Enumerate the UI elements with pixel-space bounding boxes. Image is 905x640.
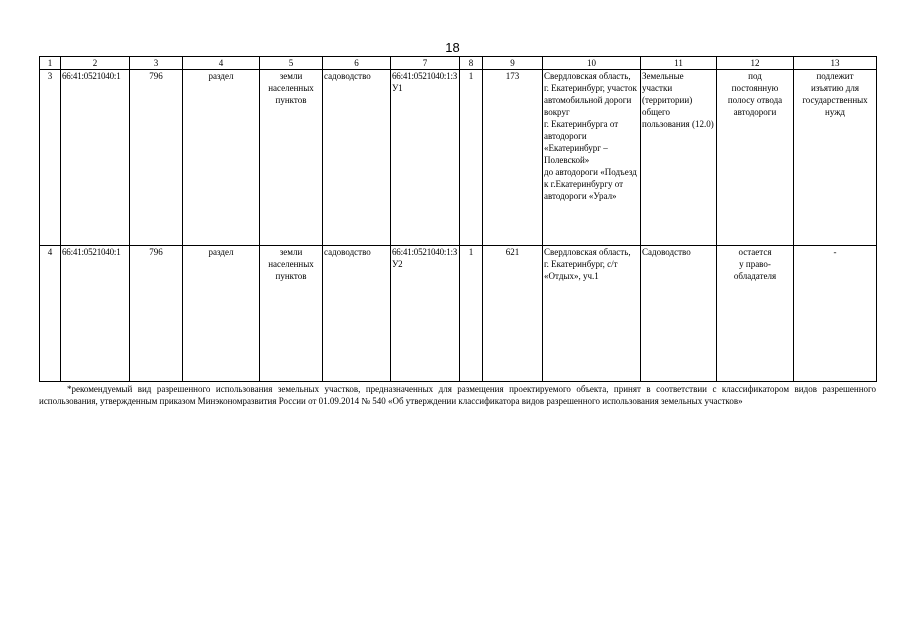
footnote: *рекомендуемый вид разрешенного использования земельных участков, предназначенных для размещения проектируемого объекта, принят в соответствии с классификатором видов разрешенного использования, утвержденным приказом Минэкономразвития России от 01.09.2014 № 540 «Об утверждении классификатора видов разрешенного использования земельных участков» [39, 384, 876, 406]
header-cell-8: 8 [460, 57, 483, 70]
permitted-use-cell: садоводство [323, 246, 391, 382]
header-cell-7: 7 [391, 57, 460, 70]
recommended-use-cell: Садоводство [641, 246, 717, 382]
header-cell-4: 4 [183, 57, 260, 70]
recommended-use-cell: Земельные участки (территории) общего пользования (12.0) [641, 70, 717, 246]
area-cell: 621 [483, 246, 543, 382]
address-cell: Свердловская область, г. Екатеринбург, участок автомобильной дороги вокруг г. Екатеринбурга от автодороги «Екатеринбург – Полевской» до автодороги «Подъезд к г.Екатеринбургу от автодороги «Урал» [543, 70, 641, 246]
header-cell-12: 12 [717, 57, 794, 70]
new-plot-number-cell: 66:41:0521040:1:ЗУ2 [391, 246, 460, 382]
permitted-use-cell: садоводство [323, 70, 391, 246]
page-number: 18 [445, 40, 460, 55]
header-cell-11: 11 [641, 57, 717, 70]
note-cell: подлежит изъятию для государственных нужд [794, 70, 877, 246]
count-cell: 1 [460, 70, 483, 246]
row-number-cell: 3 [40, 70, 61, 246]
right-type-cell: остается у право- обладателя [717, 246, 794, 382]
area-cell: 173 [483, 70, 543, 246]
count-cell: 1 [460, 246, 483, 382]
land-category-cell: земли населенных пунктов [260, 246, 323, 382]
header-row [40, 57, 877, 70]
value-cell: 796 [130, 246, 183, 382]
header-cell-5: 5 [260, 57, 323, 70]
header-cell-13: 13 [794, 57, 877, 70]
header-cell-10: 10 [543, 57, 641, 70]
header-cell-9: 9 [483, 57, 543, 70]
address-cell: Свердловская область, г. Екатеринбург, с/т «Отдых», уч.1 [543, 246, 641, 382]
land-category-cell: земли населенных пунктов [260, 70, 323, 246]
header-cell-3: 3 [130, 57, 183, 70]
new-plot-number-cell: 66:41:0521040:1:ЗУ1 [391, 70, 460, 246]
land-plots-table [39, 56, 877, 382]
header-cell-6: 6 [323, 57, 391, 70]
cadastral-number-cell: 66:41:0521040:1 [61, 70, 130, 246]
table-row [40, 246, 877, 382]
header-cell-2: 2 [61, 57, 130, 70]
operation-cell: раздел [183, 70, 260, 246]
right-type-cell: под постоянную полосу отвода автодороги [717, 70, 794, 246]
cadastral-number-cell: 66:41:0521040:1 [61, 246, 130, 382]
row-number-cell: 4 [40, 246, 61, 382]
value-cell: 796 [130, 70, 183, 246]
table-row [40, 70, 877, 246]
note-cell: - [794, 246, 877, 382]
header-cell-1: 1 [40, 57, 61, 70]
operation-cell: раздел [183, 246, 260, 382]
